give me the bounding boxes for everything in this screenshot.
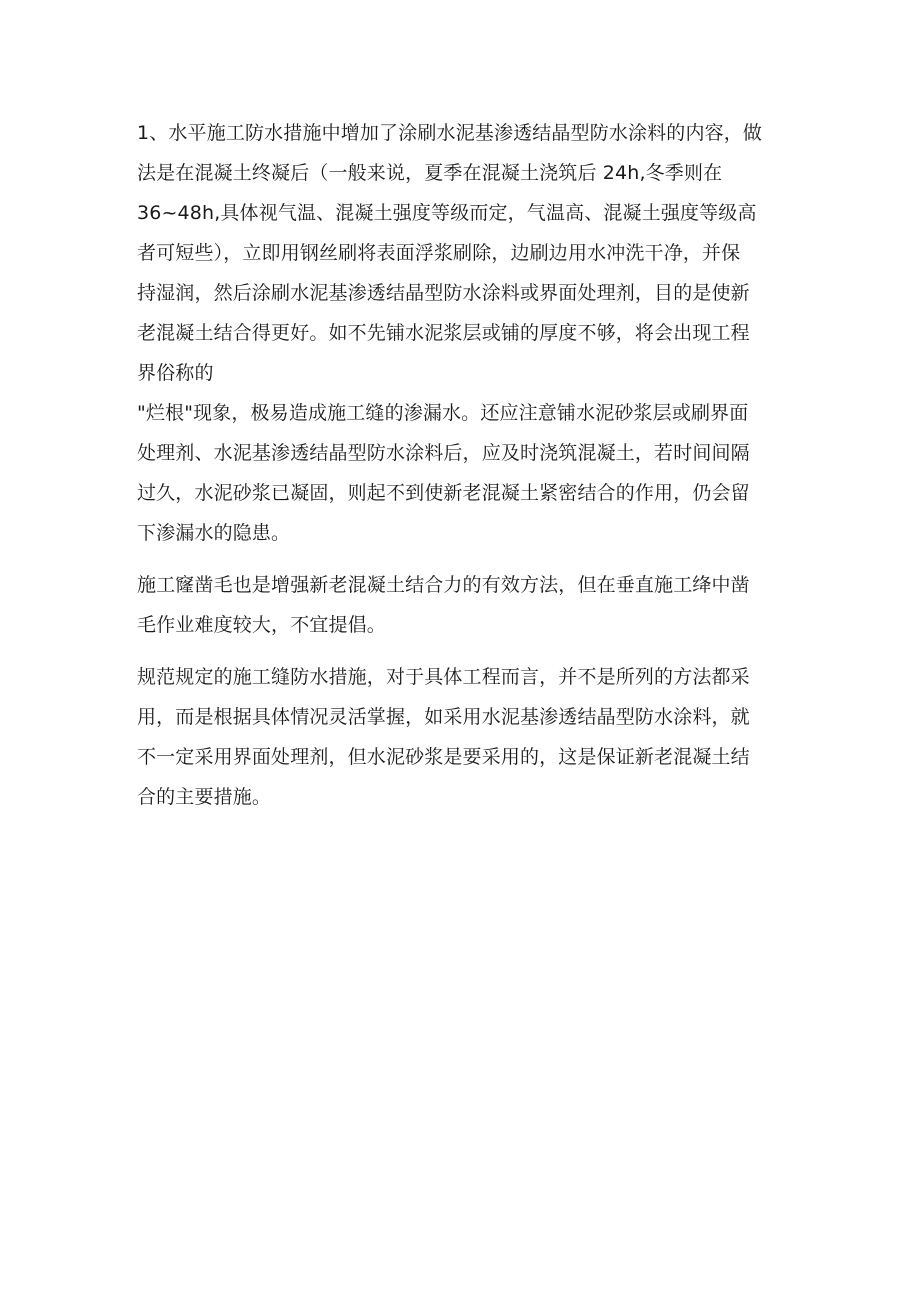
text-line: 施工窿凿毛也是增强新老混凝土结合力的有效方法，但在垂直施工绛中凿 — [137, 574, 750, 596]
text-line: 36~48h,具体视气温、混凝土强度等级而定，气温高、混凝土强度等级高 — [137, 202, 757, 224]
text-line: 毛作业难度较大，不宜提倡。 — [137, 614, 386, 636]
text-line: 处理剂、水泥基渗透结晶型防水涂料后，应及时浇筑混凝土，若时间间隔 — [137, 442, 750, 464]
paragraph-1 — [137, 113, 787, 553]
text-line: 老混凝土结合得更好。如不先铺水泥浆层或铺的厚度不够，将会出现工程 — [137, 322, 750, 344]
text-line: 者可短些），立即用钢丝刷将表面浮浆刷除，边刷边用水冲洗干净，并保 — [137, 242, 741, 264]
text-line: 过久，水泥砂浆已凝固，则起不到使新老混凝土紧密结合的作用，仍会留 — [137, 482, 750, 504]
document-body — [137, 113, 787, 817]
text-line: 合的主要措施。 — [137, 786, 272, 808]
text-line: 持湿润，然后涂刷水泥基渗透结晶型防水涂料或界面处理剂，目的是使新 — [137, 282, 750, 304]
text-line: 1、水平施工防水措施中增加了涂刷水泥基渗透结晶型防水涂料的内容，做 — [137, 122, 763, 144]
text-line: 界俗称的 — [137, 362, 214, 384]
text-line: 规范规定的施工缝防水措施，对于具体工程而言，并不是所列的方法都采 — [137, 666, 750, 688]
paragraph-spacer — [137, 553, 787, 565]
paragraph-3 — [137, 657, 787, 817]
text-line: 法是在混凝土终凝后（一般来说，夏季在混凝土浇筑后 24h,冬季则在 — [137, 162, 723, 184]
text-line: 下渗漏水的隐患。 — [137, 522, 291, 544]
paragraph-2 — [137, 565, 787, 645]
text-line: 不一定采用界面处理剂，但水泥砂浆是要采用的，这是保证新老混凝土结 — [137, 746, 750, 768]
text-line: "烂根"现象，极易造成施工缝的渗漏水。还应注意铺水泥砂浆层或刷界面 — [137, 402, 749, 424]
text-line: 用，而是根据具体情况灵活掌握，如采用水泥基渗透结晶型防水涂料，就 — [137, 706, 750, 728]
paragraph-spacer — [137, 645, 787, 657]
